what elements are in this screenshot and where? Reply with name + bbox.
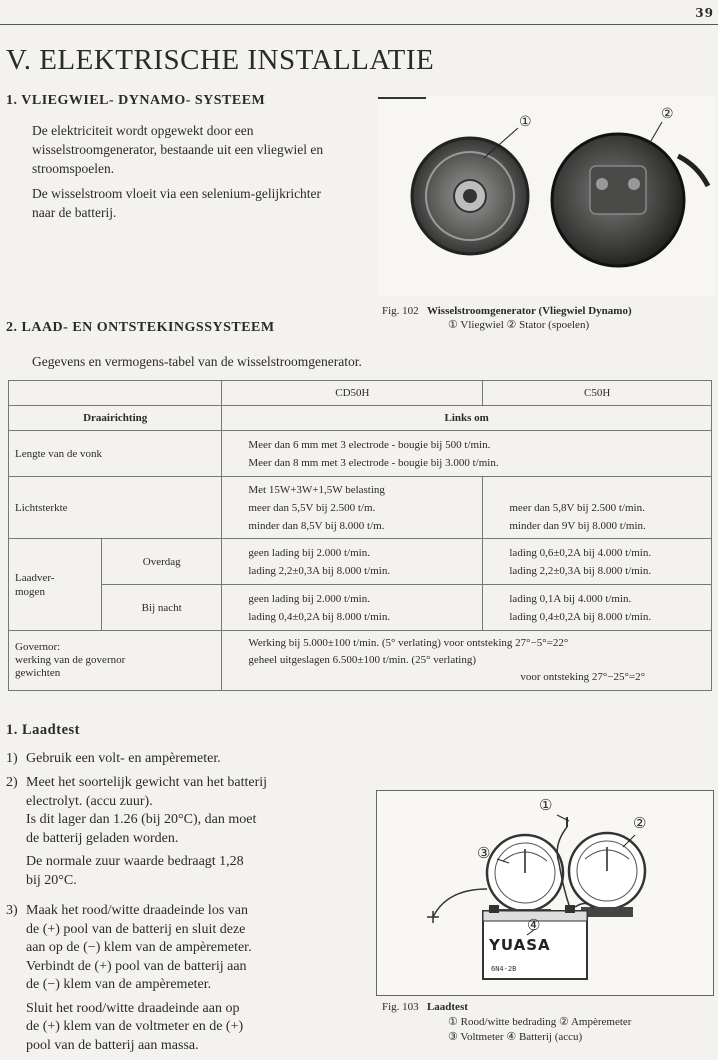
row-spark-label: Lengte van de vonk <box>9 431 222 477</box>
row-day-cd-line-2: lading 2,2±0,3A bij 8.000 t/min. <box>248 564 391 577</box>
section-2-title: 2. LAAD- EN ONTSTEKINGSSYSTEEM <box>6 320 275 335</box>
fig-103-callout-3: ③ <box>477 846 491 862</box>
row-gov-label-line-3: gewichten <box>15 667 61 679</box>
step-3-line: de (+) pool van de batterij en sluit deze <box>26 921 246 937</box>
row-day-label: Overdag <box>102 539 222 585</box>
step-3-line: aan op de (−) klem van de ampèremeter. <box>26 940 252 955</box>
fig-103-diagram <box>376 790 714 996</box>
fig-103-callout-2: ② <box>633 816 647 832</box>
step-3-line: de (−) klem van de ampèremeter. <box>26 977 212 992</box>
fig-103-callout-1: ① <box>539 798 553 814</box>
row-governor-label <box>9 631 222 691</box>
fig-102-callout-1: ① <box>519 115 532 130</box>
step-1-text <box>26 750 221 769</box>
step-3-line: de (+) klem van de voltmeter en de (+) <box>26 1019 244 1034</box>
fig-102-legend: ① Vliegwiel ② Stator (spoelen) <box>448 319 590 331</box>
step-3-line: Sluit het rood/witte draadeinde aan op <box>26 1000 240 1016</box>
row-night-c-line-2: lading 0,4±0,2A bij 8.000 t/min. <box>509 610 652 623</box>
row-rotation-value: Links om <box>222 406 712 431</box>
top-rule <box>0 24 718 25</box>
row-charge-label: Laadver- mogen <box>9 539 102 631</box>
alternator-spec-table <box>8 380 712 691</box>
fig-103-number: Fig. 103 <box>382 1001 419 1013</box>
header-c50h: C50H <box>483 381 712 406</box>
row-light-cd50h <box>222 477 483 539</box>
fig-103-title: Laadtest <box>426 1001 468 1013</box>
fig-103-legend-line-1: ① Rood/witte bedrading ② Ampèremeter <box>448 1016 632 1028</box>
row-light-cd-line-1: Met 15W+3W+1,5W belasting <box>248 483 385 496</box>
row-spark-value <box>222 431 712 477</box>
row-gov-label-line-1: Governor: <box>15 641 61 653</box>
battery-brand-label: YUASA <box>489 936 551 954</box>
step-3-line: Verbindt de (+) pool van de batterij aan <box>26 958 247 974</box>
row-day-cd50h <box>222 539 483 585</box>
row-night-c50h <box>483 585 712 631</box>
step-2-line: Meet het soortelijk gewicht van het batterij <box>26 775 268 790</box>
fig-102-callout-2: ② <box>661 107 674 122</box>
table-corner <box>9 381 222 406</box>
row-day-c50h <box>483 539 712 585</box>
step-3-text <box>26 902 356 1055</box>
row-gov-line-3: voor ontsteking 27°−25°=2° <box>520 671 645 683</box>
step-1-number: 1) <box>6 751 18 766</box>
row-governor-value <box>222 631 712 691</box>
row-night-c-line-1: lading 0,1A bij 4.000 t/min. <box>509 592 632 605</box>
step-2-number: 2) <box>6 775 18 790</box>
row-night-cd-line-2: lading 0,4±0,2A bij 8.000 t/min. <box>248 610 391 623</box>
chapter-title: V. ELEKTRISCHE INSTALLATIE <box>6 44 435 76</box>
row-light-c50h <box>483 477 712 539</box>
generator-illustration <box>378 96 716 296</box>
step-2-text <box>26 774 356 890</box>
fig-102-caption <box>382 304 632 318</box>
fig-102-number: Fig. 102 <box>382 305 419 317</box>
row-light-label: Lichtsterkte <box>9 477 222 539</box>
battery-model-label: 6N4-2B <box>491 965 517 973</box>
row-light-cd-line-2: meer dan 5,5V bij 2.500 t/m. <box>248 501 376 514</box>
row-gov-line-1: Werking bij 5.000±100 t/min. (5° verlating) voor ontsteking 27°−5°=22° <box>248 637 569 649</box>
charge-test-wiring-illustration <box>377 791 713 995</box>
fig-103-caption <box>382 1000 468 1014</box>
step-2-line: de batterij geladen worden. <box>26 830 179 846</box>
row-night-cd50h <box>222 585 483 631</box>
row-day-c-line-1: lading 0,6±0,2A bij 4.000 t/min. <box>509 546 652 559</box>
section-2-intro: Gegevens en vermogens-tabel van de wisselstroomgenerator. <box>32 354 362 369</box>
step-2-line: bij 20°C. <box>26 872 77 888</box>
section-1-title: 1. VLIEGWIEL- DYNAMO- SYSTEEM <box>6 93 266 108</box>
step-3-line: Maak het rood/witte draadeinde los van <box>26 903 248 918</box>
row-light-c-line-1: meer dan 5,8V bij 2.500 t/min. <box>509 501 645 514</box>
step-2-line: De normale zuur waarde bedraagt 1,28 <box>26 854 244 869</box>
row-night-cd-line-1: geen lading bij 2.000 t/min. <box>248 592 370 605</box>
page-number: 39 <box>695 6 714 20</box>
row-light-c-line-2: minder dan 9V bij 8.000 t/min. <box>509 519 646 532</box>
step-2-line: electrolyt. (accu zuur). <box>26 793 153 809</box>
step-1-line: Gebruik een volt- en ampèremeter. <box>26 751 221 766</box>
step-2-line: Is dit lager dan 1.26 (bij 20°C), dan moet <box>26 812 257 827</box>
section-1-paragraph-2: De wisselstroom vloeit via een selenium-gelijkrichter naar de batterij. <box>32 186 322 220</box>
row-gov-label-line-2: werking van de governor <box>15 654 126 666</box>
row-night-label: Bij nacht <box>102 585 222 631</box>
step-3-line: pool van de batterij aan massa. <box>26 1037 199 1053</box>
laadtest-steps <box>6 750 356 1060</box>
fig-102-photo <box>378 96 716 296</box>
section-3-title: 1. Laadtest <box>6 722 80 738</box>
fig-102-title: Wisselstroomgenerator (Vliegwiel Dynamo) <box>426 305 632 317</box>
row-light-cd-line-3: minder dan 8,5V bij 8.000 t/m. <box>248 519 385 532</box>
row-rotation-label: Draairichting <box>9 406 222 431</box>
fig-103-legend-line-2: ③ Voltmeter ④ Batterij (accu) <box>448 1031 583 1043</box>
row-spark-line-1: Meer dan 6 mm met 3 electrode - bougie bij 500 t/min. <box>248 438 491 451</box>
row-day-c-line-2: lading 2,2±0,3A bij 8.000 t/min. <box>509 564 652 577</box>
row-spark-line-2: Meer dan 8 mm met 3 electrode - bougie bij 3.000 t/min. <box>248 456 499 469</box>
step-3-number: 3) <box>6 903 18 918</box>
fig-103-callout-4: ④ <box>527 918 541 934</box>
row-day-cd-line-1: geen lading bij 2.000 t/min. <box>248 546 370 559</box>
header-cd50h: CD50H <box>222 381 483 406</box>
row-gov-line-2: geheel uitgeslagen 6.500±100 t/min. (25° verlating) <box>248 654 477 666</box>
section-1-paragraph-1: De elektriciteit wordt opgewekt door een wisselstroomgenerator, bestaande uit een vliegwiel en stroomspoelen. <box>32 123 324 176</box>
